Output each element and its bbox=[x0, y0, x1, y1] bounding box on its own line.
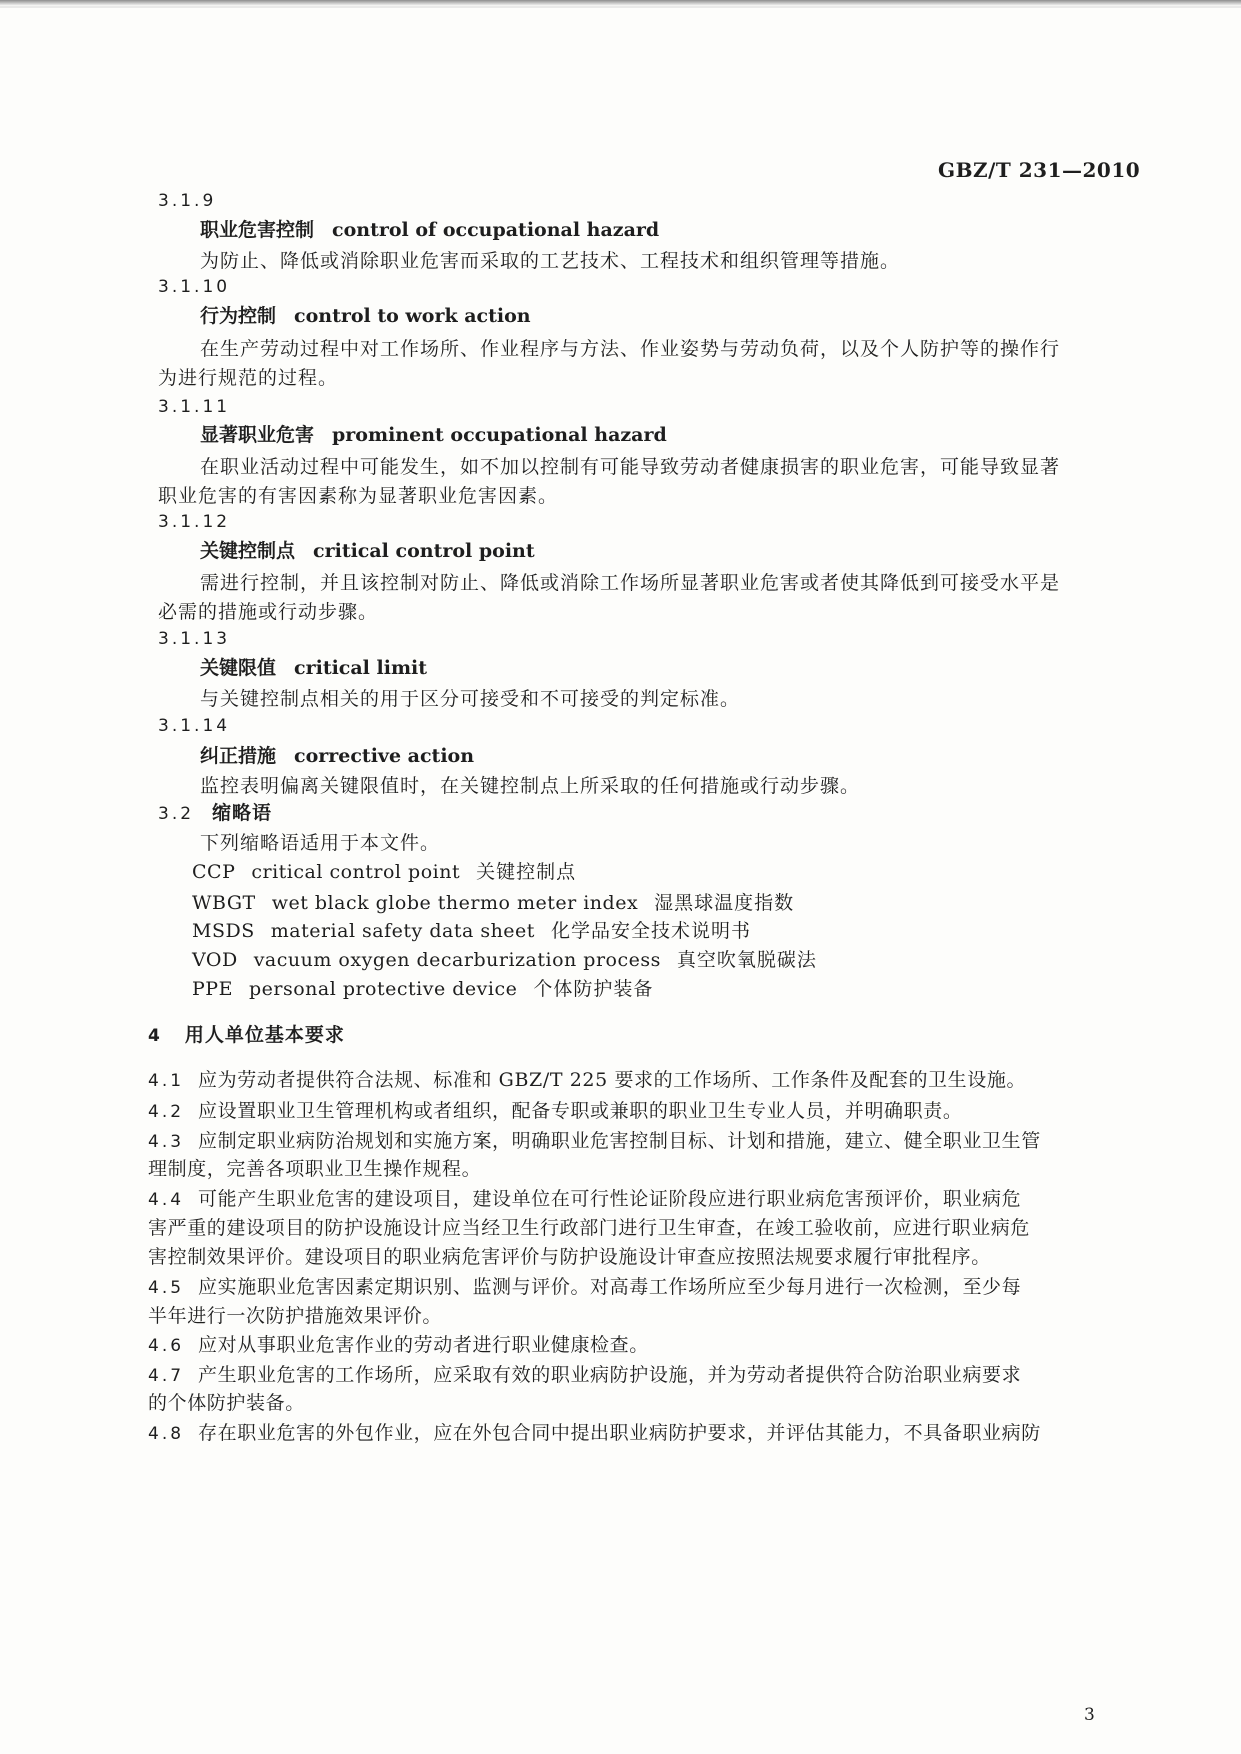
definition-line: 为防止、降低或消除职业危害而采取的工艺技术、工程技术和组织管理等措施。 bbox=[200, 250, 901, 272]
requirement-text: 应为劳动者提供符合法规、标准和 GBZ/T 225 要求的工作场所、工作条件及配套的卫生设施。 bbox=[198, 1069, 1027, 1091]
term-en: prominent occupational hazard bbox=[332, 424, 667, 446]
requirement-continuation: 的个体防护装备。 bbox=[148, 1392, 305, 1414]
clause-number: 4.3 bbox=[148, 1132, 185, 1152]
term-zh: 关键控制点 bbox=[200, 540, 296, 562]
scan-top-line bbox=[0, 6, 1241, 8]
abbr-chinese: 湿黑球温度指数 bbox=[654, 892, 795, 914]
definition-line: 必需的措施或行动步骤。 bbox=[158, 601, 379, 623]
requirement-text: 可能产生职业危害的建设项目，建设单位在可行性论证阶段应进行职业病危害预评价，职业病危 bbox=[198, 1188, 1022, 1210]
term-en: control of occupational hazard bbox=[332, 219, 660, 241]
clause-number: 4.6 bbox=[148, 1336, 185, 1356]
requirement-line bbox=[148, 1421, 1041, 1446]
definition-line: 监控表明偏离关键限值时，在关键控制点上所采取的任何措施或行动步骤。 bbox=[200, 775, 861, 797]
abbreviation-row bbox=[192, 891, 794, 915]
clause-number: 3.1.14 bbox=[158, 716, 231, 736]
requirement-line bbox=[148, 1363, 1021, 1388]
term-heading bbox=[200, 304, 531, 328]
clause-number: 3.1.10 bbox=[158, 277, 231, 297]
clause-number: 3.1.11 bbox=[158, 397, 231, 417]
requirement-text: 产生职业危害的工作场所，应采取有效的职业病防护设施，并为劳动者提供符合防治职业病要求 bbox=[198, 1364, 1022, 1386]
abbr-chinese: 个体防护装备 bbox=[533, 978, 654, 1000]
requirement-line bbox=[148, 1333, 649, 1358]
requirement-line bbox=[148, 1275, 1021, 1300]
abbr-english: vacuum oxygen decarburization process bbox=[253, 949, 661, 971]
abbreviation-row bbox=[192, 860, 576, 884]
term-zh: 行为控制 bbox=[200, 305, 277, 327]
term-en: critical limit bbox=[294, 657, 428, 679]
definition-line: 与关键控制点相关的用于区分可接受和不可接受的判定标准。 bbox=[200, 688, 741, 710]
requirement-text: 应实施职业危害因素定期识别、监测与评价。对高毒工作场所应至少每月进行一次检测，至少每 bbox=[198, 1276, 1022, 1298]
page-number: 3 bbox=[1084, 1705, 1095, 1725]
term-zh: 关键限值 bbox=[200, 657, 277, 679]
clause-number: 3.1.9 bbox=[158, 191, 217, 211]
clause-number: 3.1.12 bbox=[158, 512, 231, 532]
abbreviation-row bbox=[192, 977, 653, 1001]
abbreviation-row bbox=[192, 948, 817, 972]
clause-number: 4.1 bbox=[148, 1071, 185, 1091]
clause-number: 3.2 bbox=[158, 804, 195, 824]
requirement-continuation: 害严重的建设项目的防护设施设计应当经卫生行政部门进行卫生审查，在竣工验收前，应进行职业病危 bbox=[148, 1217, 1031, 1239]
definition-line: 为进行规范的过程。 bbox=[158, 367, 339, 389]
abbreviations-heading bbox=[158, 801, 272, 826]
requirement-text: 存在职业危害的外包作业，应在外包合同中提出职业病防护要求，并评估其能力，不具备职业病防 bbox=[198, 1422, 1041, 1444]
term-en: critical control point bbox=[313, 540, 535, 562]
abbr-english: material safety data sheet bbox=[270, 920, 535, 942]
requirement-line bbox=[148, 1099, 962, 1124]
requirement-continuation: 半年进行一次防护措施效果评价。 bbox=[148, 1305, 443, 1327]
definition-line: 在职业活动过程中可能发生，如不加以控制有可能导致劳动者健康损害的职业危害，可能导致显著 bbox=[200, 456, 1061, 478]
clause-number: 4.7 bbox=[148, 1366, 185, 1386]
standard-code: GBZ/T 231—2010 bbox=[938, 158, 1141, 182]
requirement-line bbox=[148, 1187, 1021, 1212]
requirement-line bbox=[148, 1129, 1041, 1154]
abbr-chinese: 真空吹氧脱碳法 bbox=[676, 949, 817, 971]
clause-number: 3.1.13 bbox=[158, 629, 231, 649]
abbr-chinese: 化学品安全技术说明书 bbox=[550, 920, 751, 942]
requirement-text: 应设置职业卫生管理机构或者组织，配备专职或兼职的职业卫生专业人员，并明确职责。 bbox=[198, 1100, 963, 1122]
clause-number: 4.4 bbox=[148, 1190, 185, 1210]
definition-line: 职业危害的有害因素称为显著职业危害因素。 bbox=[158, 485, 559, 507]
term-heading bbox=[200, 539, 535, 563]
abbreviation-row bbox=[192, 919, 751, 943]
abbr-code: CCP bbox=[192, 861, 236, 883]
abbreviations-intro: 下列缩略语适用于本文件。 bbox=[200, 832, 441, 854]
abbr-code: VOD bbox=[192, 949, 238, 971]
abbr-english: wet black globe thermo meter index bbox=[271, 892, 639, 914]
term-zh: 纠正措施 bbox=[200, 745, 277, 767]
term-heading bbox=[200, 656, 427, 680]
section-heading bbox=[148, 1023, 345, 1048]
requirement-continuation: 理制度，完善各项职业卫生操作规程。 bbox=[148, 1158, 482, 1180]
term-zh: 职业危害控制 bbox=[200, 219, 315, 241]
section-title: 缩略语 bbox=[212, 802, 273, 824]
term-zh: 显著职业危害 bbox=[200, 424, 315, 446]
abbr-code: WBGT bbox=[192, 892, 256, 914]
abbr-code: MSDS bbox=[192, 920, 255, 942]
term-en: control to work action bbox=[294, 305, 531, 327]
requirement-text: 应对从事职业危害作业的劳动者进行职业健康检查。 bbox=[198, 1334, 649, 1356]
clause-number: 4.8 bbox=[148, 1424, 185, 1444]
requirement-continuation: 害控制效果评价。建设项目的职业病危害评价与防护设施设计审查应按照法规要求履行审批程序。 bbox=[148, 1246, 991, 1268]
abbr-chinese: 关键控制点 bbox=[476, 861, 577, 883]
term-en: corrective action bbox=[294, 745, 475, 767]
definition-line: 需进行控制，并且该控制对防止、降低或消除工作场所显著职业危害或者使其降低到可接受水平是 bbox=[200, 572, 1061, 594]
abbr-english: personal protective device bbox=[248, 978, 518, 1000]
clause-number: 4.2 bbox=[148, 1102, 185, 1122]
abbr-english: critical control point bbox=[251, 861, 461, 883]
term-heading bbox=[200, 744, 474, 768]
clause-number: 4.5 bbox=[148, 1278, 185, 1298]
requirement-text: 应制定职业病防治规划和实施方案，明确职业危害控制目标、计划和措施，建立、健全职业卫生管 bbox=[198, 1130, 1041, 1152]
section-number: 4 bbox=[148, 1026, 163, 1046]
definition-line: 在生产劳动过程中对工作场所、作业程序与方法、作业姿势与劳动负荷，以及个人防护等的操作行 bbox=[200, 338, 1061, 360]
abbr-code: PPE bbox=[192, 978, 233, 1000]
section-title: 用人单位基本要求 bbox=[184, 1024, 345, 1046]
term-heading bbox=[200, 423, 667, 447]
requirement-line bbox=[148, 1068, 1026, 1093]
term-heading bbox=[200, 218, 659, 242]
